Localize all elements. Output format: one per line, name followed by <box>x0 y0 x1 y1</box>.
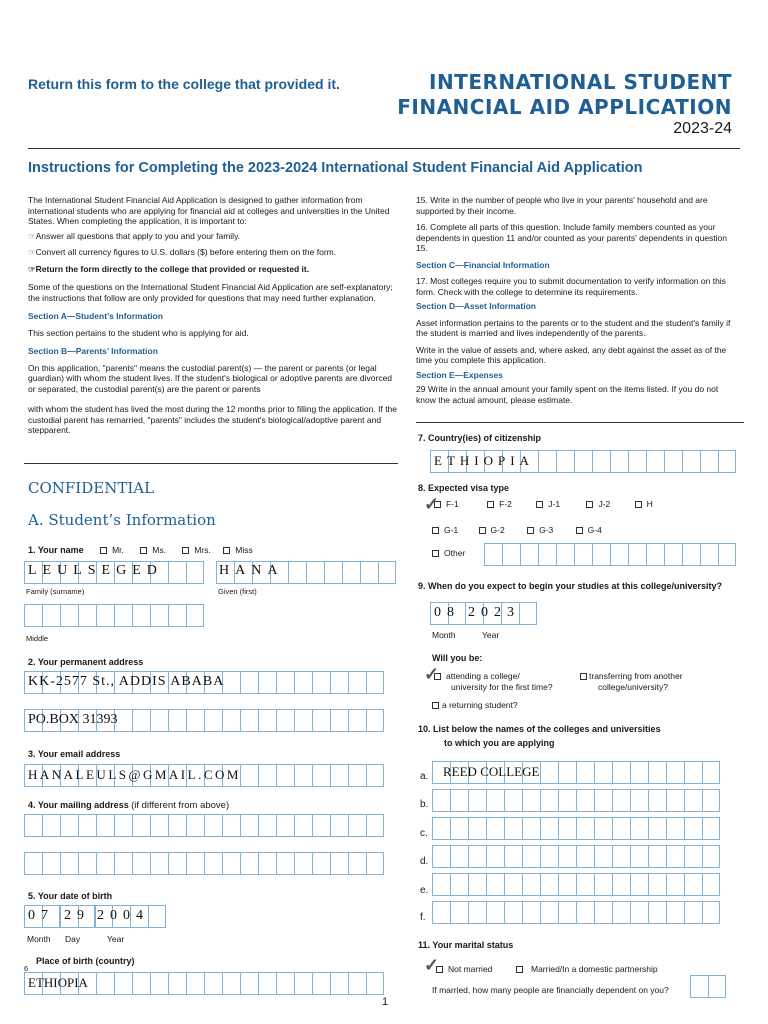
dob-month-value: 07 <box>28 908 54 923</box>
section-e-heading: Section E—Expenses <box>416 369 503 380</box>
opt-attending[interactable]: attending a college/ <box>434 671 520 681</box>
section-d-heading: Section D—Asset Information <box>416 301 536 311</box>
checkbox[interactable] <box>536 501 543 508</box>
q10-label-1: 10. List below the names of the colleges and universities <box>418 724 661 734</box>
form-title-line2: FINANCIAL AID APPLICATION <box>397 95 732 119</box>
title-ms[interactable]: Ms. <box>140 545 166 555</box>
instruction-15: 15. Write in the number of people who live in your parents' household and are supported by their income. <box>416 195 708 216</box>
visa-j1[interactable]: J-1 <box>536 499 560 509</box>
dob-year-label: Year <box>107 934 125 944</box>
section-a-title: A. Student’s Information <box>28 511 216 529</box>
q4-label: 4. Your mailing address (if different from above) <box>28 800 230 811</box>
visa-h[interactable]: H <box>635 499 653 509</box>
middle-name-field[interactable] <box>24 604 204 627</box>
checkbox[interactable] <box>635 501 642 508</box>
visa-other-field[interactable] <box>484 543 736 566</box>
form-year: 2023-24 <box>673 120 732 137</box>
mailing-line1-field[interactable] <box>24 814 384 837</box>
dob-day-label: Day <box>65 934 81 944</box>
hand-pointer-icon: ☞ <box>28 263 36 274</box>
section-d-text-2: Write in the value of assets and, where asked, any debt against the asset as of the time you complete this application. <box>416 344 727 365</box>
checkbox[interactable] <box>527 527 534 534</box>
college-e-field[interactable] <box>432 873 720 896</box>
checkbox[interactable] <box>487 501 494 508</box>
q5-label: 5. Your date of birth <box>28 891 113 901</box>
checkbox[interactable] <box>576 527 583 534</box>
checkbox[interactable] <box>434 673 441 680</box>
section-a-text: This section pertains to the student who is applying for aid. <box>28 327 249 338</box>
start-month-label: Month <box>432 630 456 640</box>
checkbox[interactable] <box>434 501 441 508</box>
instructions-title: Instructions for Completing the 2023-2024 International Student Financial Aid Application <box>28 160 643 176</box>
checkbox[interactable] <box>586 501 593 508</box>
college-a-value: REED COLLEGE <box>443 764 540 779</box>
birth-country-value: ETHIOPIA <box>28 975 88 990</box>
checkbox[interactable] <box>140 547 147 554</box>
start-month-value: 08 <box>434 605 460 620</box>
college-b-field[interactable] <box>432 789 720 812</box>
instructions-right <box>416 195 740 405</box>
section-c-heading: Section C—Financial Information <box>416 259 550 270</box>
checkbox[interactable] <box>432 702 439 709</box>
confidential-label: CONFIDENTIAL <box>28 479 155 497</box>
q1-row <box>28 545 253 555</box>
checkbox[interactable] <box>182 547 189 554</box>
start-year-label: Year <box>482 630 500 640</box>
address-line2-value: PO.BOX 31393 <box>28 712 118 727</box>
checkbox[interactable] <box>516 966 523 973</box>
bullet-answer: ☞Answer all questions that apply to you and your family. <box>28 230 241 241</box>
q2-label: 2. Your permanent address <box>28 657 144 667</box>
visa-g1[interactable]: G-1 <box>432 525 458 535</box>
checkbox[interactable] <box>479 527 486 534</box>
checkbox[interactable] <box>580 673 587 680</box>
given-label: Given (first) <box>218 587 257 596</box>
q10-label-2: to which you are applying <box>444 738 555 748</box>
q9-label: 9. When do you expect to begin your studies at this college/university? <box>418 581 723 591</box>
opt-returning[interactable]: a returning student? <box>432 700 518 710</box>
title-miss[interactable]: Miss <box>223 545 252 555</box>
instruction-17: 17. Most colleges require you to submit documentation to verify information on this form. Check with the college to determine its requirements. <box>416 276 726 297</box>
bullet-convert: ☞Convert all currency figures to U.S. dollars ($) before entering them on the form. <box>28 247 337 257</box>
marital-dependents-label: If married, how many people are financially dependent on you? <box>432 985 669 995</box>
college-letter-a: a. <box>420 771 429 782</box>
left-divider <box>24 463 398 464</box>
form-title-line1: INTERNATIONAL STUDENT <box>429 70 732 94</box>
opt-attending-line2: university for the first time? <box>451 682 553 692</box>
bullet-return: ☞Return the form directly to the college that provided or requested it. <box>28 263 310 274</box>
checkbox[interactable] <box>100 547 107 554</box>
college-letter-b: b. <box>420 799 429 810</box>
start-year-value: 2023 <box>468 605 520 620</box>
family-name-value: LEULSEGED <box>28 563 163 578</box>
visa-other[interactable]: Other <box>432 548 465 558</box>
section-b-heading: Section B—Parents’ Information <box>28 346 158 356</box>
mailing-line2-field[interactable] <box>24 852 384 875</box>
opt-transfer[interactable]: transferring from another <box>580 671 683 681</box>
address-line1-value: KK-2577 St., ADDIS ABABA <box>28 674 225 689</box>
visa-row-1 <box>434 499 653 509</box>
college-letter-d: d. <box>420 856 429 867</box>
title-mr[interactable]: Mr. <box>100 545 124 555</box>
opt-transfer-line2: college/university? <box>598 682 668 692</box>
section-a-heading: Section A—Student’s Information <box>28 311 163 321</box>
q3-label: 3. Your email address <box>28 749 121 759</box>
visa-f1[interactable]: F-1 <box>434 499 459 509</box>
dob-month-label: Month <box>27 934 51 944</box>
visa-g2[interactable]: G-2 <box>479 525 505 535</box>
family-label: Family (surname) <box>26 587 85 596</box>
college-letter-e: e. <box>420 885 429 896</box>
check-mark-icon: ✓ <box>424 664 440 684</box>
marital-married[interactable]: Married/In a domestic partnership <box>516 964 658 974</box>
check-mark-icon: ✓ <box>424 494 440 514</box>
intro-text: The International Student Financial Aid Application is designed to gather information from international students who are applying for financial aid at colleges and universities in the United States. When completing the application, it is important to: <box>28 195 390 226</box>
title-mrs[interactable]: Mrs. <box>182 545 211 555</box>
middle-label: Middle <box>26 634 49 643</box>
visa-g4[interactable]: G-4 <box>576 525 602 535</box>
marital-dependents-field[interactable] <box>690 975 726 998</box>
section-b-text-1: On this application, "parents" means the custodial parent(s) — the parent or parents (or legal guardian) with whom the student lives. If the student's biological or adoptive parents are divorced or separated, the custodial parent(s) are the parent or parents <box>28 362 393 394</box>
right-divider <box>416 422 744 423</box>
q6-number: 6 <box>24 964 29 973</box>
q7-label: 7. Country(ies) of citizenship <box>418 433 542 443</box>
hand-pointer-icon: ☞ <box>28 230 36 241</box>
section-d-text-1: Asset information pertains to the parents or to the student and the student's family if the student is married and lives independently of the parents. <box>416 317 731 338</box>
citizenship-value: ETHIOPIA <box>434 453 534 468</box>
visa-g3[interactable]: G-3 <box>527 525 553 535</box>
dob-year-value: 2004 <box>97 908 149 923</box>
instruction-16: 16. Complete all parts of this question. Include family members counted as your dependents in question 11 and/or counted as your parents' dependents in question 15. <box>416 222 728 253</box>
hand-pointer-icon: ☞ <box>28 247 36 257</box>
college-c-field[interactable] <box>432 817 720 840</box>
q11-label: 11. Your marital status <box>418 940 514 950</box>
return-note: Return this form to the college that provided it. <box>28 76 340 92</box>
header-rule <box>28 148 740 149</box>
visa-f2[interactable]: F-2 <box>487 499 512 509</box>
college-letter-f: f. <box>420 912 426 923</box>
checkbox[interactable] <box>223 547 230 554</box>
college-f-field[interactable] <box>432 901 720 924</box>
checkbox[interactable] <box>436 966 443 973</box>
instruction-29: 29 Write in the annual amount your family spent on the items listed. If you do not know the actual amount, please estimate. <box>416 384 719 405</box>
checkbox[interactable] <box>432 550 439 557</box>
visa-row-2 <box>432 525 602 535</box>
section-b-text-2: with whom the student has lived the most during the 12 months prior to filling the application. If the custodial parent has remarried, "parents" includes the student's biological/adoptive parent and stepparent. <box>28 404 398 435</box>
dob-day-value: 29 <box>64 908 90 923</box>
q1-label: 1. Your name <box>28 545 84 555</box>
will-you-be-label: Will you be: <box>432 653 483 663</box>
q8-label: 8. Expected visa type <box>418 483 510 493</box>
page-number: 1 <box>382 996 389 1008</box>
email-value: HANALEULS@GMAIL.COM <box>28 767 241 782</box>
q6-label: Place of birth (country) <box>36 956 135 966</box>
college-letter-c: c. <box>420 828 428 839</box>
instructions-left <box>28 195 400 436</box>
visa-j2[interactable]: J-2 <box>586 499 610 509</box>
self-explanatory-text: Some of the questions on the International Student Financial Aid Application are self-explanatory; the instructions that follow are only provided for questions that may need further explanation. <box>28 282 393 303</box>
checkbox[interactable] <box>432 527 439 534</box>
check-mark-icon: ✓ <box>424 955 440 975</box>
college-d-field[interactable] <box>432 845 720 868</box>
given-name-value: HANA <box>219 563 284 578</box>
marital-not-married[interactable]: Not married <box>436 964 492 974</box>
